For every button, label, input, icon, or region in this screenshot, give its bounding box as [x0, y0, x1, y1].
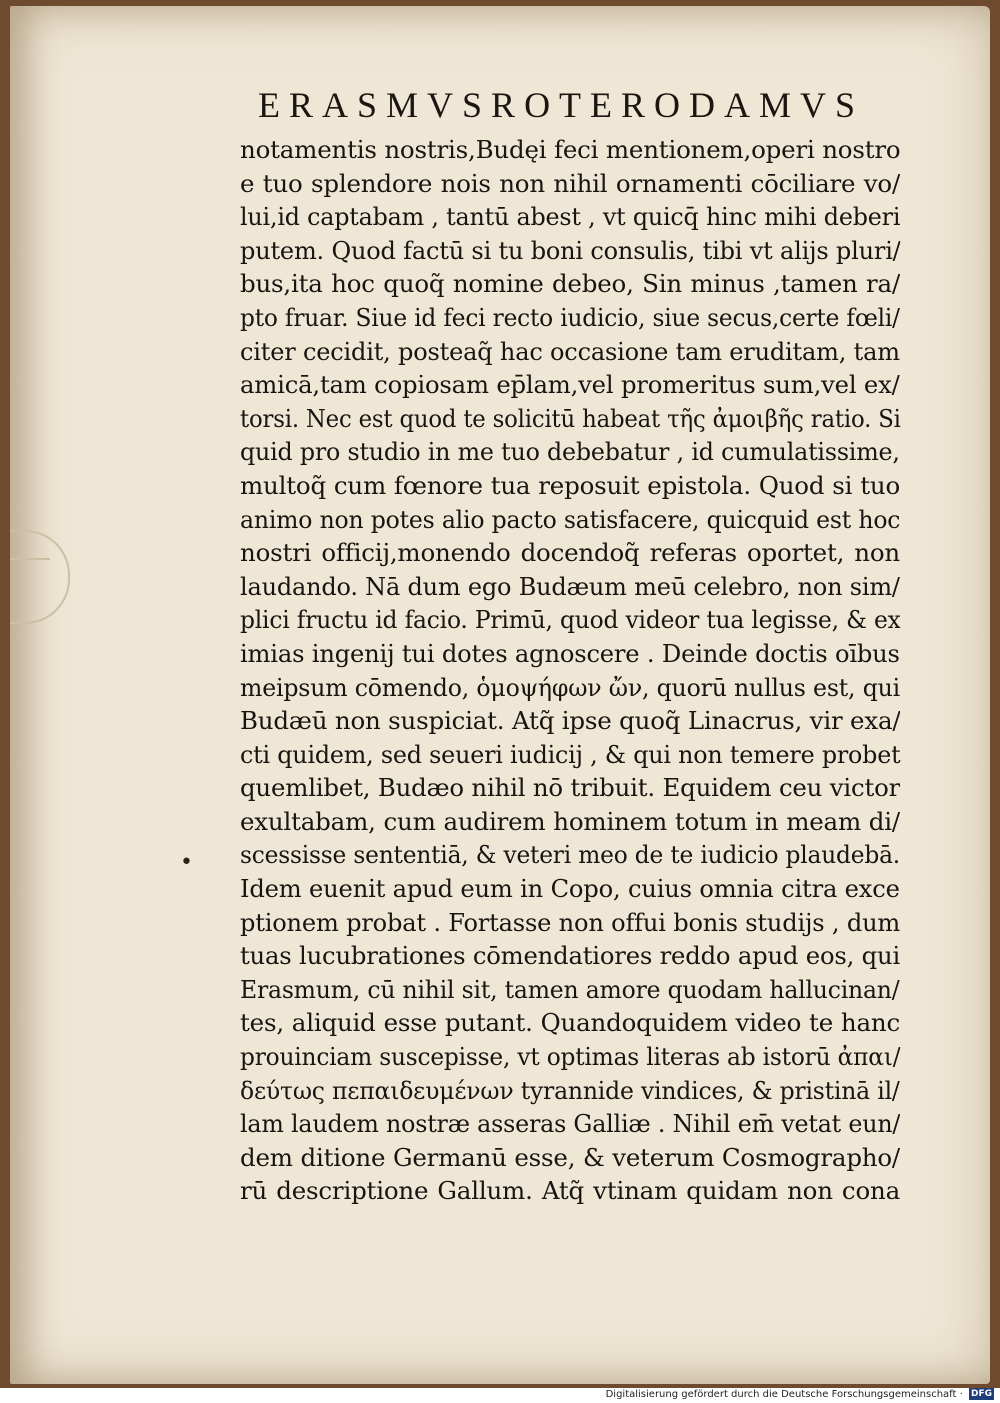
- text-line: e tuo splendore nois non nihil ornamenti cōciliare vo/: [240, 168, 900, 198]
- text-line: prouinciam suscepisse, vt optimas literas ab istorū ἀπαι/: [240, 1042, 901, 1072]
- text-line: citer cecidit, posteaq̃ hac occasione tam eruditam, tam: [240, 336, 900, 366]
- text-line: animo non potes alio pacto satisfacere, quicquid est hoc: [240, 504, 901, 534]
- dfg-logo-icon: DFG: [970, 1389, 992, 1399]
- text-line: amicā,tam copiosam ep̄lam,vel promeritus sum,vel ex/: [240, 370, 900, 400]
- text-line: pto fruar. Siue id feci recto iudicio, siue secus,certe fœli/: [240, 302, 900, 332]
- text-line: lui,id captabam , tantū abest , vt quicq̄ hinc mihi deberi: [240, 202, 901, 232]
- text-line: putem. Quod factū si tu boni consulis, tibi vt alijs pluri/: [240, 235, 901, 265]
- text-line: scessisse sententiā, & veteri meo de te iudicio plaudebā.: [240, 840, 900, 870]
- text-line: Budæū non suspiciat. Atq̃ ipse quoq̃ Linacrus, vir exa/: [240, 706, 900, 736]
- text-line: plici fructu id facio. Primū, quod videor tua legisse, & ex: [240, 605, 901, 635]
- text-line: quid pro studio in me tuo debebatur , id cumulatissime,: [240, 437, 900, 467]
- text-line: ptionem probat . Fortasse non offui bonis studijs , dum: [240, 907, 901, 937]
- running-head: ERASMVSROTERODAMVS: [258, 85, 865, 125]
- footer: [606, 1388, 994, 1402]
- text-line: rū descriptione Gallum. Atq̃ vtinam quidam non cona: [240, 1176, 900, 1206]
- text-line: tes, aliquid esse putant. Quandoquidem video te hanc: [240, 1008, 900, 1038]
- text-line: exultabam, cum audirem hominem totum in meam di/: [240, 806, 900, 836]
- text-line: laudando. Nā dum ego Budæum meū celebro, non sim/: [240, 571, 900, 601]
- text-block: [240, 133, 900, 1208]
- text-line: δεύτως πεπαιδευμένων tyrannide vindices, & pristinā il/: [240, 1075, 900, 1105]
- text-line: nostri officij,monendo docendoq̃ referas oportet, non: [240, 538, 900, 568]
- text-line: tuas lucubrationes cōmendatiores reddo apud eos, qui: [240, 941, 901, 971]
- text-line: notamentis nostris,Budęi feci mentionem,operi nostro: [240, 135, 900, 164]
- text-line: Erasmum, cū nihil sit, tamen amore quodam hallucinan/: [240, 974, 900, 1004]
- page-fold-mark: [10, 558, 50, 560]
- funding-notice: Digitalisierung gefördert durch die Deutsche Forschungsgemeinschaft ·: [605, 1389, 963, 1400]
- text-line: torsi. Nec est quod te solicitū habeat τῆς ἀμοιβῆς ratio. Si: [240, 403, 901, 433]
- text-line: cti quidem, sed seueri iudicij , & qui non temere probet: [240, 739, 901, 769]
- text-line: bus,ita hoc quoq̃ nomine debeo, Sin minus ,tamen ra/: [240, 269, 900, 299]
- text-line: lam laudem nostræ asseras Galliæ . Nihil em̄ vetat eun/: [240, 1109, 900, 1139]
- text-line: quemlibet, Budæo nihil nō tribuit. Equidem ceu victor: [240, 773, 901, 803]
- text-line: multoq̃ cum fœnore tua reposuit epistola. Quod si tuo: [240, 470, 900, 500]
- text-line: meipsum cōmendo, ὁμοψήφων ὤν, quorū nullus est, qui: [240, 672, 901, 702]
- text-line: dem ditione Germanū esse, & veterum Cosmographo/: [240, 1142, 900, 1172]
- margin-dot-icon: •: [180, 850, 193, 875]
- text-line: Idem euenit apud eum in Copo, cuius omnia citra exce: [240, 874, 900, 904]
- text-line: imias ingenij tui dotes agnoscere . Deinde doctis oībus: [240, 638, 900, 668]
